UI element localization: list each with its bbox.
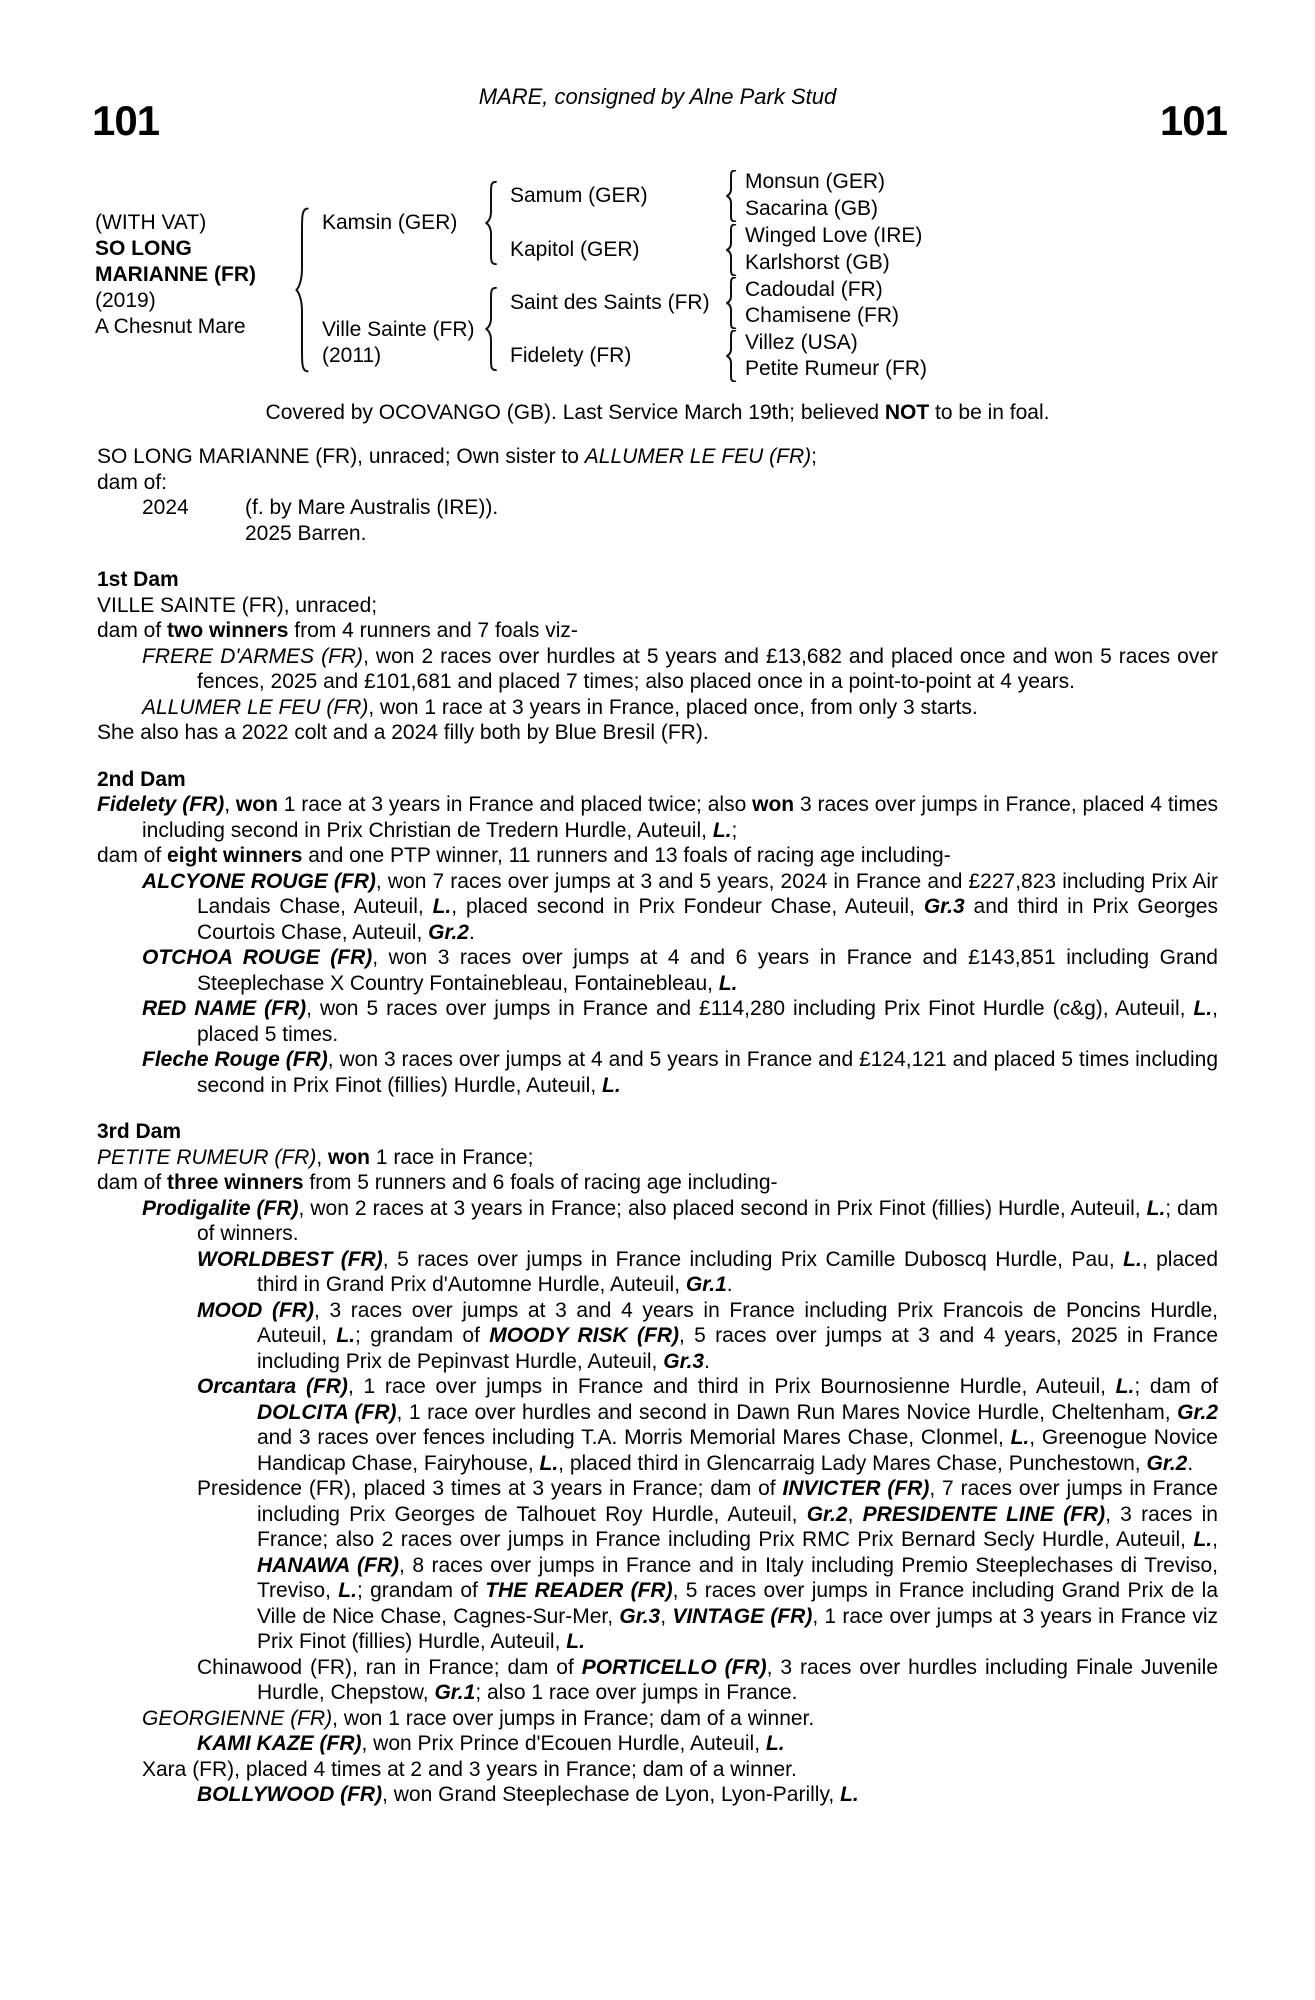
subject-year: (2019): [95, 289, 156, 312]
paragraph: Orcantara (FR), 1 race over jumps in France and third in Prix Bournosienne Hurdle, Auteuil, L.; dam of DOLCITA (FR), 1 race over hurdles and second in Dawn Run Mares Novice Hurdle, Cheltenham, Gr.2 and 3 races over fences including T.A. Morris Memorial Mares Chase, Clonmel, L., Greenogue Novice Handicap Chase, Fairyhouse, L., placed third in Glencarraig Lady Mares Chase, Punchestown, Gr.2.: [197, 1375, 1219, 1475]
paragraph: Fleche Rouge (FR), won 3 races over jumps at 4 and 5 years in France and £124,121 and placed 5 times including second in Prix Finot (fillies) Hurdle, Auteuil, L.: [142, 1048, 1218, 1097]
paragraph: dam of three winners from 5 runners and 6 foals of racing age including-: [97, 1171, 778, 1194]
pedigree-sire-sire: Samum (GER): [510, 184, 648, 207]
paragraph: She also has a 2022 colt and a 2024 filly both by Blue Bresil (FR).: [97, 721, 709, 744]
paragraph: GEORGIENNE (FR), won 1 race over jumps in France; dam of a winner.: [142, 1706, 815, 1730]
lot-number-left: 101: [92, 97, 160, 144]
paragraph: MOOD (FR), 3 races over jumps at 3 and 4 years in France including Prix Francois de Poncins Hurdle, Auteuil, L.; grandam of MOODY RISK (FR), 5 races over jumps at 3 and 4 years, 2025 in France including Prix de Pepinvast Hurdle, Auteuil, Gr.3.: [197, 1298, 1219, 1373]
section-heading: 1st Dam: [97, 568, 179, 591]
paragraph: Xara (FR), placed 4 times at 2 and 3 years in France; dam of a winner.: [142, 1757, 797, 1781]
paragraph: Presidence (FR), placed 3 times at 3 years in France; dam of INVICTER (FR), 7 races over jumps in France including Prix Georges de Talhouet Roy Hurdle, Auteuil, Gr.2, PRESIDENTE LINE (FR), 3 races in France; also 2 races over jumps in France including Prix RMC Prix Bernard Secly Hurdle, Auteuil, L., HANAWA (FR), 8 races over jumps in France and in Italy including Premio Steeplechases di Treviso, Treviso, L.; grandam of THE READER (FR), 5 races over jumps in France including Grand Prix de la Ville de Nice Chase, Cagnes-Sur-Mer, Gr.3, VINTAGE (FR), 1 race over jumps at 3 years in France viz Prix Finot (fillies) Hurdle, Auteuil, L.: [197, 1477, 1219, 1653]
pedigree-dam: Ville Sainte (FR): [322, 318, 475, 341]
pedigree-sire-dam: Kapitol (GER): [510, 238, 640, 261]
pedigree-dam-year: (2011): [322, 344, 382, 367]
produce-record: 2025 Barren.: [245, 521, 367, 545]
pedigree-brace-icon: [725, 330, 737, 382]
lot-number-right: 101: [1159, 97, 1227, 144]
pedigree-dam-dam: Fidelety (FR): [510, 344, 632, 367]
paragraph: RED NAME (FR), won 5 races over jumps in France and £114,280 including Prix Finot Hurdle (c&g), Auteuil, L., placed 5 times.: [142, 997, 1218, 1046]
with-vat-note: (WITH VAT): [95, 211, 207, 234]
pedigree-sire-dam-dam: Karlshorst (GB): [745, 251, 890, 274]
pedigree-brace-icon: [725, 170, 737, 222]
paragraph: FRERE D'ARMES (FR), won 2 races over hurdles at 5 years and £13,682 and placed once and won 5 races over fences, 2025 and £101,681 and placed 7 times; also placed once in a point-to-point at 4 years.: [142, 644, 1218, 693]
pedigree-brace-icon: [725, 277, 737, 329]
produce-record: 2024 (f. by Mare Australis (IRE)).: [142, 496, 499, 519]
paragraph: Prodigalite (FR), won 2 races at 3 years in France; also placed second in Prix Finot (fillies) Hurdle, Auteuil, L.; dam of winners.: [142, 1196, 1218, 1245]
paragraph: dam of:: [97, 470, 168, 494]
pedigree-text: [97, 444, 1218, 1808]
pedigree-dam-sire-sire: Cadoudal (FR): [745, 278, 883, 301]
pedigree-sire-sire-dam: Sacarina (GB): [745, 197, 879, 220]
pedigree-sire: Kamsin (GER): [322, 211, 458, 234]
paragraph: ALCYONE ROUGE (FR), won 7 races over jumps at 3 and 5 years, 2024 in France and £227,823 including Prix Air Landais Chase, Auteuil, L., placed second in Prix Fondeur Chase, Auteuil, Gr.3 and third in Prix Georges Courtois Chase, Auteuil, Gr.2.: [142, 869, 1218, 944]
covered-line: Covered by OCOVANGO (GB). Last Service March 19th; believed NOT to be in foal.: [265, 401, 1050, 424]
pedigree-brace-icon: [725, 224, 737, 276]
pedigree-dam-dam-dam: Petite Rumeur (FR): [745, 357, 928, 380]
pedigree-brace-icon: [294, 207, 310, 373]
section-heading: 3rd Dam: [97, 1120, 182, 1143]
subject-name-line1: SO LONG: [95, 237, 192, 260]
section-heading: 2nd Dam: [97, 767, 186, 791]
paragraph: BOLLYWOOD (FR), won Grand Steeplechase de Lyon, Lyon-Parilly, L.: [197, 1783, 859, 1806]
pedigree-sire-dam-sire: Winged Love (IRE): [745, 224, 923, 247]
pedigree-dam-sire-dam: Chamisene (FR): [745, 304, 900, 327]
pedigree-chart: [0, 0, 1315, 440]
paragraph: dam of two winners from 4 runners and 7 foals viz-: [97, 619, 578, 642]
paragraph: dam of eight winners and one PTP winner, 11 runners and 13 foals of racing age including-: [97, 844, 951, 867]
paragraph: KAMI KAZE (FR), won Prix Prince d'Ecouen Hurdle, Auteuil, L.: [197, 1732, 785, 1755]
pedigree-brace-icon: [484, 181, 498, 265]
pedigree-sire-sire-sire: Monsun (GER): [745, 170, 886, 193]
paragraph: SO LONG MARIANNE (FR), unraced; Own sister to ALLUMER LE FEU (FR);: [97, 445, 817, 468]
page-title: MARE, consigned by Alne Park Stud: [478, 84, 837, 109]
produce-year: 2024: [142, 496, 189, 519]
paragraph: Chinawood (FR), ran in France; dam of PORTICELLO (FR), 3 races over hurdles including Finale Juvenile Hurdle, Chepstow, Gr.1; also 1 race over jumps in France.: [197, 1655, 1219, 1704]
paragraph: PETITE RUMEUR (FR), won 1 race in France;: [97, 1145, 534, 1169]
paragraph: ALLUMER LE FEU (FR), won 1 race at 3 years in France, placed once, from only 3 starts.: [142, 695, 978, 719]
paragraph: Fidelety (FR), won 1 race at 3 years in France and placed twice; also won 3 races over jumps in France, placed 4 times including second in Prix Christian de Tredern Hurdle, Auteuil, L.;: [97, 793, 1219, 842]
pedigree-dam-sire: Saint des Saints (FR): [510, 291, 710, 314]
paragraph: OTCHOA ROUGE (FR), won 3 races over jumps at 4 and 6 years in France and £143,851 including Grand Steeplechase X Country Fontainebleau, Fontainebleau, L.: [142, 946, 1218, 995]
pedigree-dam-dam-sire: Villez (USA): [745, 331, 858, 354]
subject-description: A Chesnut Mare: [95, 315, 246, 338]
subject-name-line2: MARIANNE (FR): [95, 263, 256, 286]
paragraph: WORLDBEST (FR), 5 races over jumps in France including Prix Camille Duboscq Hurdle, Pau, L., placed third in Grand Prix d'Automne Hurdle, Auteuil, Gr.1.: [197, 1247, 1218, 1296]
pedigree-brace-icon: [484, 287, 498, 371]
subject-block: [95, 210, 256, 340]
paragraph: VILLE SAINTE (FR), unraced;: [97, 593, 378, 617]
